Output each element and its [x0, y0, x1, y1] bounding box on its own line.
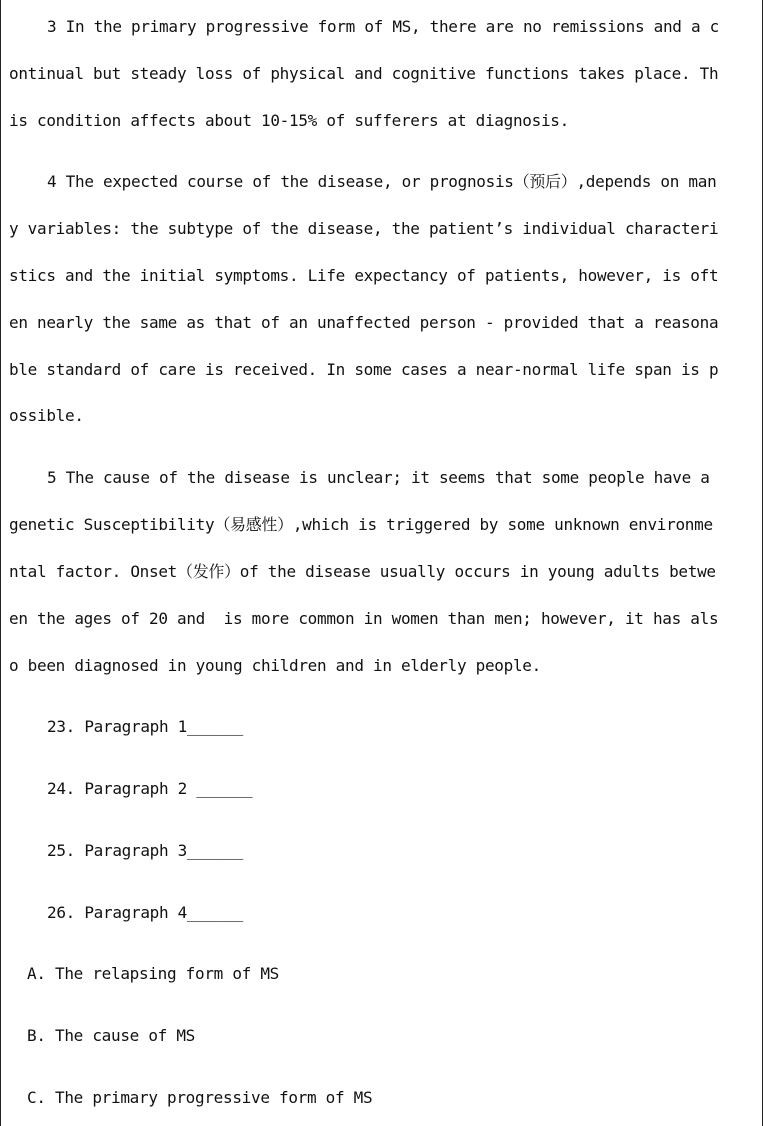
text-line: y variables: the subtype of the disease, the patient’s individual characteri [9, 219, 719, 238]
option-a: A. The relapsing form of MS [27, 964, 279, 983]
text-line: stics and the initial symptoms. Life expectancy of patients, however, is oft [9, 266, 719, 285]
question-24: 24. Paragraph 2 ______ [47, 779, 253, 798]
question-23: 23. Paragraph 1______ [47, 717, 243, 736]
question-25: 25. Paragraph 3______ [47, 841, 243, 860]
text-line: o been diagnosed in young children and in elderly people. [9, 656, 541, 675]
text-line: ntal factor. Onset（发作）of the disease usually occurs in young adults betwe [9, 562, 716, 581]
question-26: 26. Paragraph 4______ [47, 903, 243, 922]
option-c: C. The primary progressive form of MS [27, 1088, 373, 1107]
text-line: ble standard of care is received. In some cases a near-normal life span is p [9, 360, 719, 379]
text-line: 5 The cause of the disease is unclear; it seems that some people have a [47, 468, 710, 487]
text-line: genetic Susceptibility（易感性）,which is triggered by some unknown environme [9, 515, 713, 534]
text-line: en nearly the same as that of an unaffected person - provided that a reasona [9, 313, 719, 332]
text-line: en the ages of 20 and is more common in women than men; however, it has als [9, 609, 719, 628]
text-line: ontinual but steady loss of physical and cognitive functions takes place. Th [9, 64, 719, 83]
option-b: B. The cause of MS [27, 1026, 195, 1045]
text-line: is condition affects about 10-15% of sufferers at diagnosis. [9, 111, 569, 130]
text-line: ossible. [9, 406, 84, 425]
text-line: 4 The expected course of the disease, or prognosis（预后）,depends on man [47, 172, 717, 191]
text-line: 3 In the primary progressive form of MS, there are no remissions and a c [47, 17, 719, 36]
